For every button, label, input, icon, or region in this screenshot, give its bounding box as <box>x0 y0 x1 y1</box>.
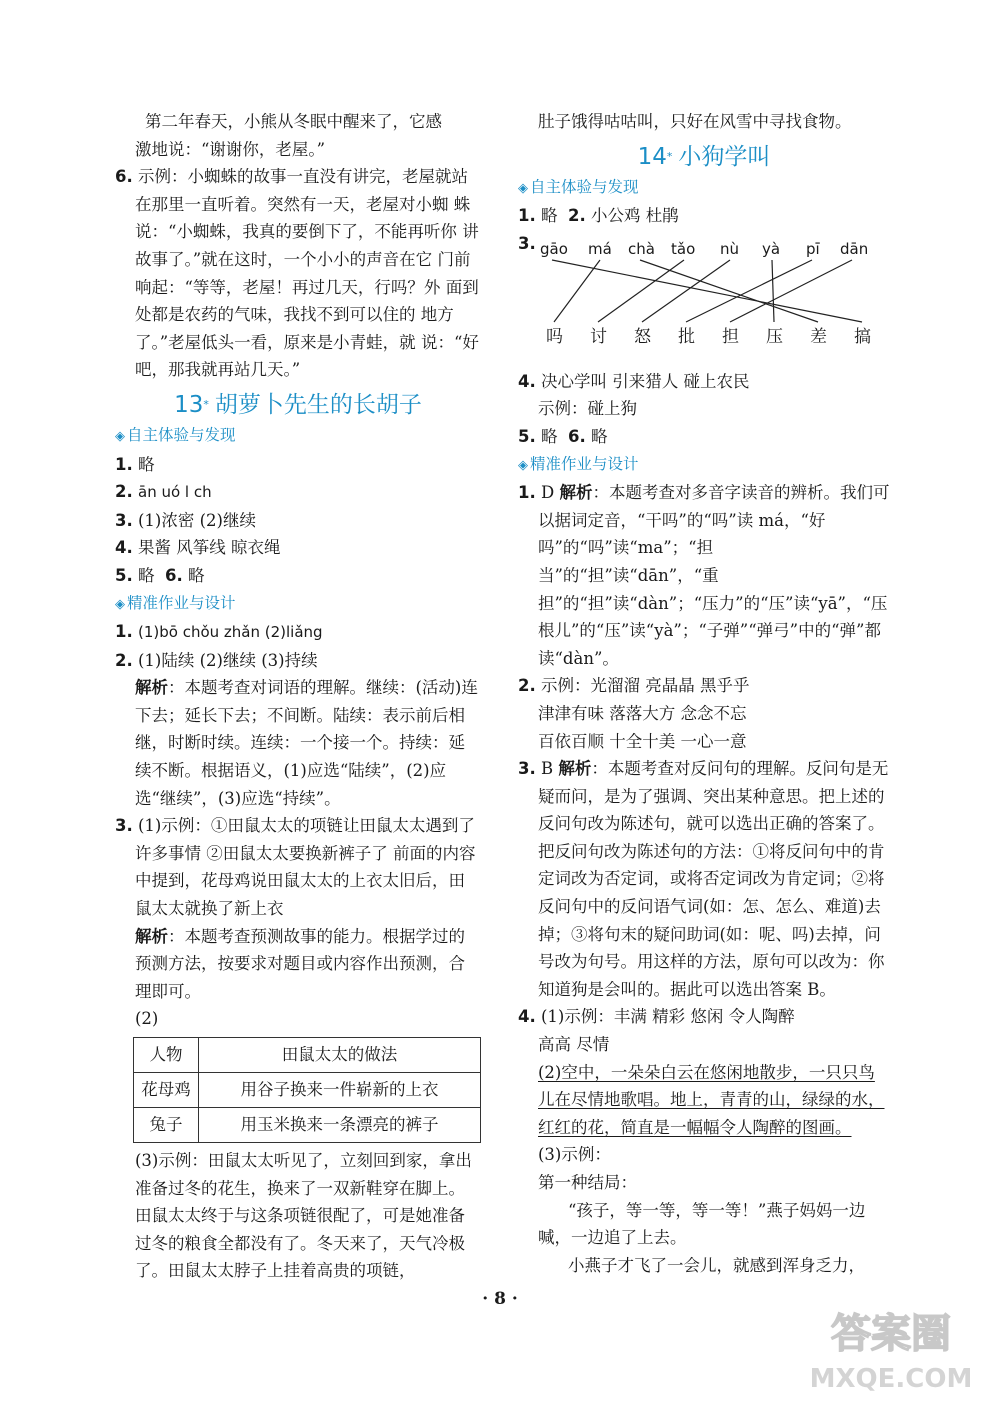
star-icon: * <box>666 149 673 163</box>
section-heading <box>518 174 890 203</box>
pinyin-label: má <box>588 240 612 258</box>
answer-row <box>115 534 481 562</box>
match-line <box>772 260 774 322</box>
item-number: 1. <box>115 454 133 474</box>
answer-row <box>518 423 890 451</box>
explanation-text: ：本题考查预测故事的能力。根据学过的预测方法，按要求对题目或内容作出预测，合理即可。 <box>135 926 465 1001</box>
answer-text: 津津有味 落落大方 念念不忘 <box>538 703 747 723</box>
lesson-name: 胡萝卜先生的长胡子 <box>214 391 422 418</box>
answer-row <box>518 755 890 1003</box>
answer-row <box>115 812 481 922</box>
pinyin-label: chà <box>628 240 655 258</box>
char-label: 担 <box>722 327 739 347</box>
char-label: 怒 <box>634 327 651 347</box>
answer-text: (3)示例：田鼠太太听见了，立刻回到家，拿出准备过冬的花生，换来了一双新鞋穿在脚上。田鼠太太终于与这条项链很配了，可是她准备过冬的粮食全都没有了。冬天来了，天气冷极了。田鼠太太脖子上挂着高贵的项链， <box>135 1151 472 1281</box>
svg-text:MXQE.COM: MXQE.COM <box>809 1364 973 1394</box>
answer-text: 百依百顺 十全十美 一心一意 <box>538 731 747 751</box>
item-number: 4. <box>518 1007 536 1027</box>
item-number: 2. <box>568 206 586 226</box>
item-number: 1. <box>518 483 536 503</box>
table-row <box>134 1038 481 1073</box>
answer-text: (1)bō chǒu zhǎn (2)liǎng <box>138 623 323 642</box>
answer-text: 示例：碰上狗 <box>538 399 637 419</box>
item-number: 2. <box>115 482 133 502</box>
answer-text: “孩子，等一等，等一等！”燕子妈妈一边喊，一边追了上去。 <box>538 1200 866 1248</box>
item-number: 3. <box>115 816 133 836</box>
answer-row <box>518 479 890 672</box>
star-icon: * <box>203 397 209 411</box>
char-label: 批 <box>678 327 695 347</box>
item-number: 2. <box>518 676 536 696</box>
pinyin-label: pī <box>806 240 820 258</box>
item-number: 2. <box>115 650 133 670</box>
answer-text: 略 <box>541 206 558 226</box>
explanation-label: 解析 <box>558 759 592 779</box>
answer-row <box>518 672 890 700</box>
svg-text:答案圈: 答案圈 <box>831 1311 951 1357</box>
answer-text: ān uó l ch <box>138 483 212 502</box>
answer-row <box>518 202 890 230</box>
answer-row <box>518 1003 890 1031</box>
answer-6 <box>115 163 481 384</box>
diamond-icon: ◈ <box>518 180 528 196</box>
answer-6-line: 在那里一直听着。突然有一天，老屋对小蜘 <box>135 194 449 214</box>
watermark-logo <box>796 1299 986 1399</box>
answer-text <box>518 1059 890 1142</box>
explanation-label: 解析 <box>135 678 168 698</box>
section-heading <box>115 422 481 451</box>
explanation-text: ：本题考查对词语的理解。继续：(活动)连下去；延长下去；不间断。陆续：表示前后相继，时断时续。连续：一个接一个。持续：延续不断。根据语义，(1)应选“陆续”，(2)应选“继续”，(3)应选“持续”。 <box>135 678 478 808</box>
answer-text: 高高 尽情 <box>538 1035 610 1055</box>
answer-text: 小公鸡 杜鹃 <box>591 206 679 226</box>
lesson-name: 小狗学叫 <box>678 143 771 170</box>
match-line <box>642 260 730 322</box>
lesson-14-title <box>518 142 890 172</box>
answer-text: (1)示例：①田鼠太太的项链让田鼠太太遇到了许多事情 ②田鼠太太要换新裤子了 前面的内容中提到，花母鸡说田鼠太太的上衣太旧后，田鼠太太就换了新上衣 <box>135 816 476 919</box>
item-number: 3. <box>518 759 536 779</box>
section-label: 精准作业与设计 <box>530 454 639 473</box>
lesson-13-title <box>115 390 481 420</box>
answer-text: 略 <box>591 426 608 446</box>
answer-text: 果酱 风筝线 晾衣绳 <box>138 538 281 558</box>
answer-row <box>115 647 481 675</box>
answer-row <box>115 562 481 590</box>
section-heading <box>518 451 890 480</box>
answer-row <box>115 507 481 535</box>
answer-row <box>518 368 890 396</box>
table-cell: 人物 <box>134 1038 199 1073</box>
table-row <box>134 1108 481 1143</box>
match-line <box>598 260 684 322</box>
item-number: 5. <box>115 565 133 585</box>
answer-text: 决心学叫 引来猎人 碰上农民 <box>541 371 750 391</box>
lesson-number: 13 <box>174 391 204 418</box>
sub-item: (2) <box>135 1009 159 1029</box>
section-heading <box>115 590 481 619</box>
answer-row <box>115 451 481 479</box>
pinyin-label: yà <box>762 240 781 258</box>
pinyin-label: gāo <box>540 240 568 258</box>
text-line: 第二年春天，小熊从冬眠中醒来了，它感 <box>145 112 442 131</box>
text-line: 激地说：“谢谢你，老屋。” <box>135 139 326 159</box>
answer-text: 第一种结局： <box>538 1173 637 1192</box>
answer-text: (3)示例： <box>538 1145 611 1165</box>
char-label: 搞 <box>854 327 871 347</box>
char-label: 差 <box>810 327 827 347</box>
match-line <box>554 260 600 322</box>
table-cell: 用谷子换来一件崭新的上衣 <box>199 1073 481 1108</box>
answer-text: D <box>541 483 560 503</box>
answer-text: B <box>541 759 559 779</box>
explanation-text: ：本题考查对多音字读音的辨析。我们可以据词定音，“干吗”的“吗”读 má，“好吗”的“吗”读“ma”；“担当”的“担”读“dān”，“重担”的“担”读“dàn”；“压力”的“压”读“yā”，“压根儿”的“压”读“yà”；“子弹”“弹弓”中的“弹”都读“dàn”。 <box>538 483 890 668</box>
section-label: 精准作业与设计 <box>127 593 236 612</box>
answer-6-line: 示例：小蜘蛛的故事一直没有讲完，老屋就站 <box>138 167 468 187</box>
answer-6-line: 讲故事了。”就在这时，一个小小的声音在它 <box>135 222 479 269</box>
answer-6-line: 面到处都是农药的气味，我找不到可以住的 <box>135 277 479 325</box>
item-number: 4. <box>115 538 133 558</box>
answer-text: (1)陆续 (2)继续 (3)持续 <box>138 650 318 670</box>
matching-diagram <box>538 238 878 348</box>
answer-6-line: 地方了。”老屋低头一看，原来是小青蛙，就 <box>135 305 454 352</box>
underlined-text: (2)空中，一朵朵白云在悠闲地散步，一只只鸟儿在尽情地歌唱。地上，青青的山，绿绿的水，红红的花，简直是一幅幅令人陶醉的图画。 <box>538 1062 885 1137</box>
table-cell: 花母鸡 <box>134 1073 199 1108</box>
answer-6-line: 说：“好吧，那我就再站几天。” <box>135 332 479 380</box>
answer-text: 示例：光溜溜 亮晶晶 黑乎乎 <box>541 676 750 696</box>
table-cell: 用玉米换来一条漂亮的裤子 <box>199 1108 481 1143</box>
answer-6-line: 蛛说：“小蜘蛛，我真的要倒下了，不能再听你 <box>135 194 471 242</box>
diamond-icon: ◈ <box>518 457 528 473</box>
answer-table <box>133 1037 481 1143</box>
answer-row <box>115 618 481 647</box>
page-number: · 8 · <box>482 1289 518 1309</box>
answer-text: 略 <box>541 426 558 446</box>
item-number: 6. <box>165 565 183 585</box>
answer-6-line: 门前响起：“等等，老屋！再过几天，行吗？外 <box>135 249 471 297</box>
section-label: 自主体验与发现 <box>127 425 236 444</box>
section-label: 自主体验与发现 <box>530 177 639 196</box>
item-number: 3. <box>115 510 133 530</box>
item-number: 1. <box>115 622 133 642</box>
explanation-label: 解析 <box>559 483 593 503</box>
answer-text: (1)示例：丰满 精彩 悠闲 令人陶醉 <box>541 1007 795 1027</box>
match-line <box>552 260 862 322</box>
pinyin-label: dān <box>840 240 869 258</box>
explanation <box>115 674 481 812</box>
pinyin-label: nù <box>720 240 740 258</box>
diamond-icon: ◈ <box>115 596 125 612</box>
left-column <box>115 108 481 1285</box>
answer-row <box>115 478 481 507</box>
answer-text: 略 <box>188 565 205 585</box>
item-number: 5. <box>518 426 536 446</box>
answer-text: 略 <box>138 454 155 474</box>
answer-text: 略 <box>138 565 155 585</box>
item-number: 6. <box>115 167 133 187</box>
char-label: 讨 <box>590 327 607 347</box>
answer-text: 小燕子才飞了一会儿，就感到浑身乏力， <box>568 1255 865 1275</box>
item-number: 6. <box>568 426 586 446</box>
table-cell: 田鼠太太的做法 <box>199 1038 481 1073</box>
explanation-label: 解析 <box>135 926 168 946</box>
text-line: 肚子饿得咕咕叫，只好在风雪中寻找食物。 <box>538 112 852 131</box>
item-number: 1. <box>518 206 536 226</box>
table-cell: 兔子 <box>134 1108 199 1143</box>
char-label: 压 <box>766 327 783 347</box>
char-label: 吗 <box>546 327 563 347</box>
explanation <box>115 923 481 1006</box>
item-number: 3. <box>518 233 536 253</box>
table-row <box>134 1073 481 1108</box>
explanation-text: ：本题考查对反问句的理解。反问句是无疑而问，是为了强调、突出某种意思。把上述的反问句改为陈述句，就可以选出正确的答案了。把反问句改为陈述句的方法：①将反问句中的肯定词改为否定词，或将否定词改为肯定词；②将反问句中的反问语气词(如：怎、怎么、难道)去掉；③将句末的疑问助词(如：呢、吗)去掉，问号改为句号。用这样的方法，原句可以改为：你知道狗是会叫的。据此可以选出答案 B。 <box>538 759 889 999</box>
diamond-icon: ◈ <box>115 428 125 444</box>
pinyin-label: tǎo <box>671 240 696 258</box>
answer-text: (1)浓密 (2)继续 <box>138 510 256 530</box>
lesson-number: 14 <box>637 143 667 170</box>
item-number: 4. <box>518 371 536 391</box>
